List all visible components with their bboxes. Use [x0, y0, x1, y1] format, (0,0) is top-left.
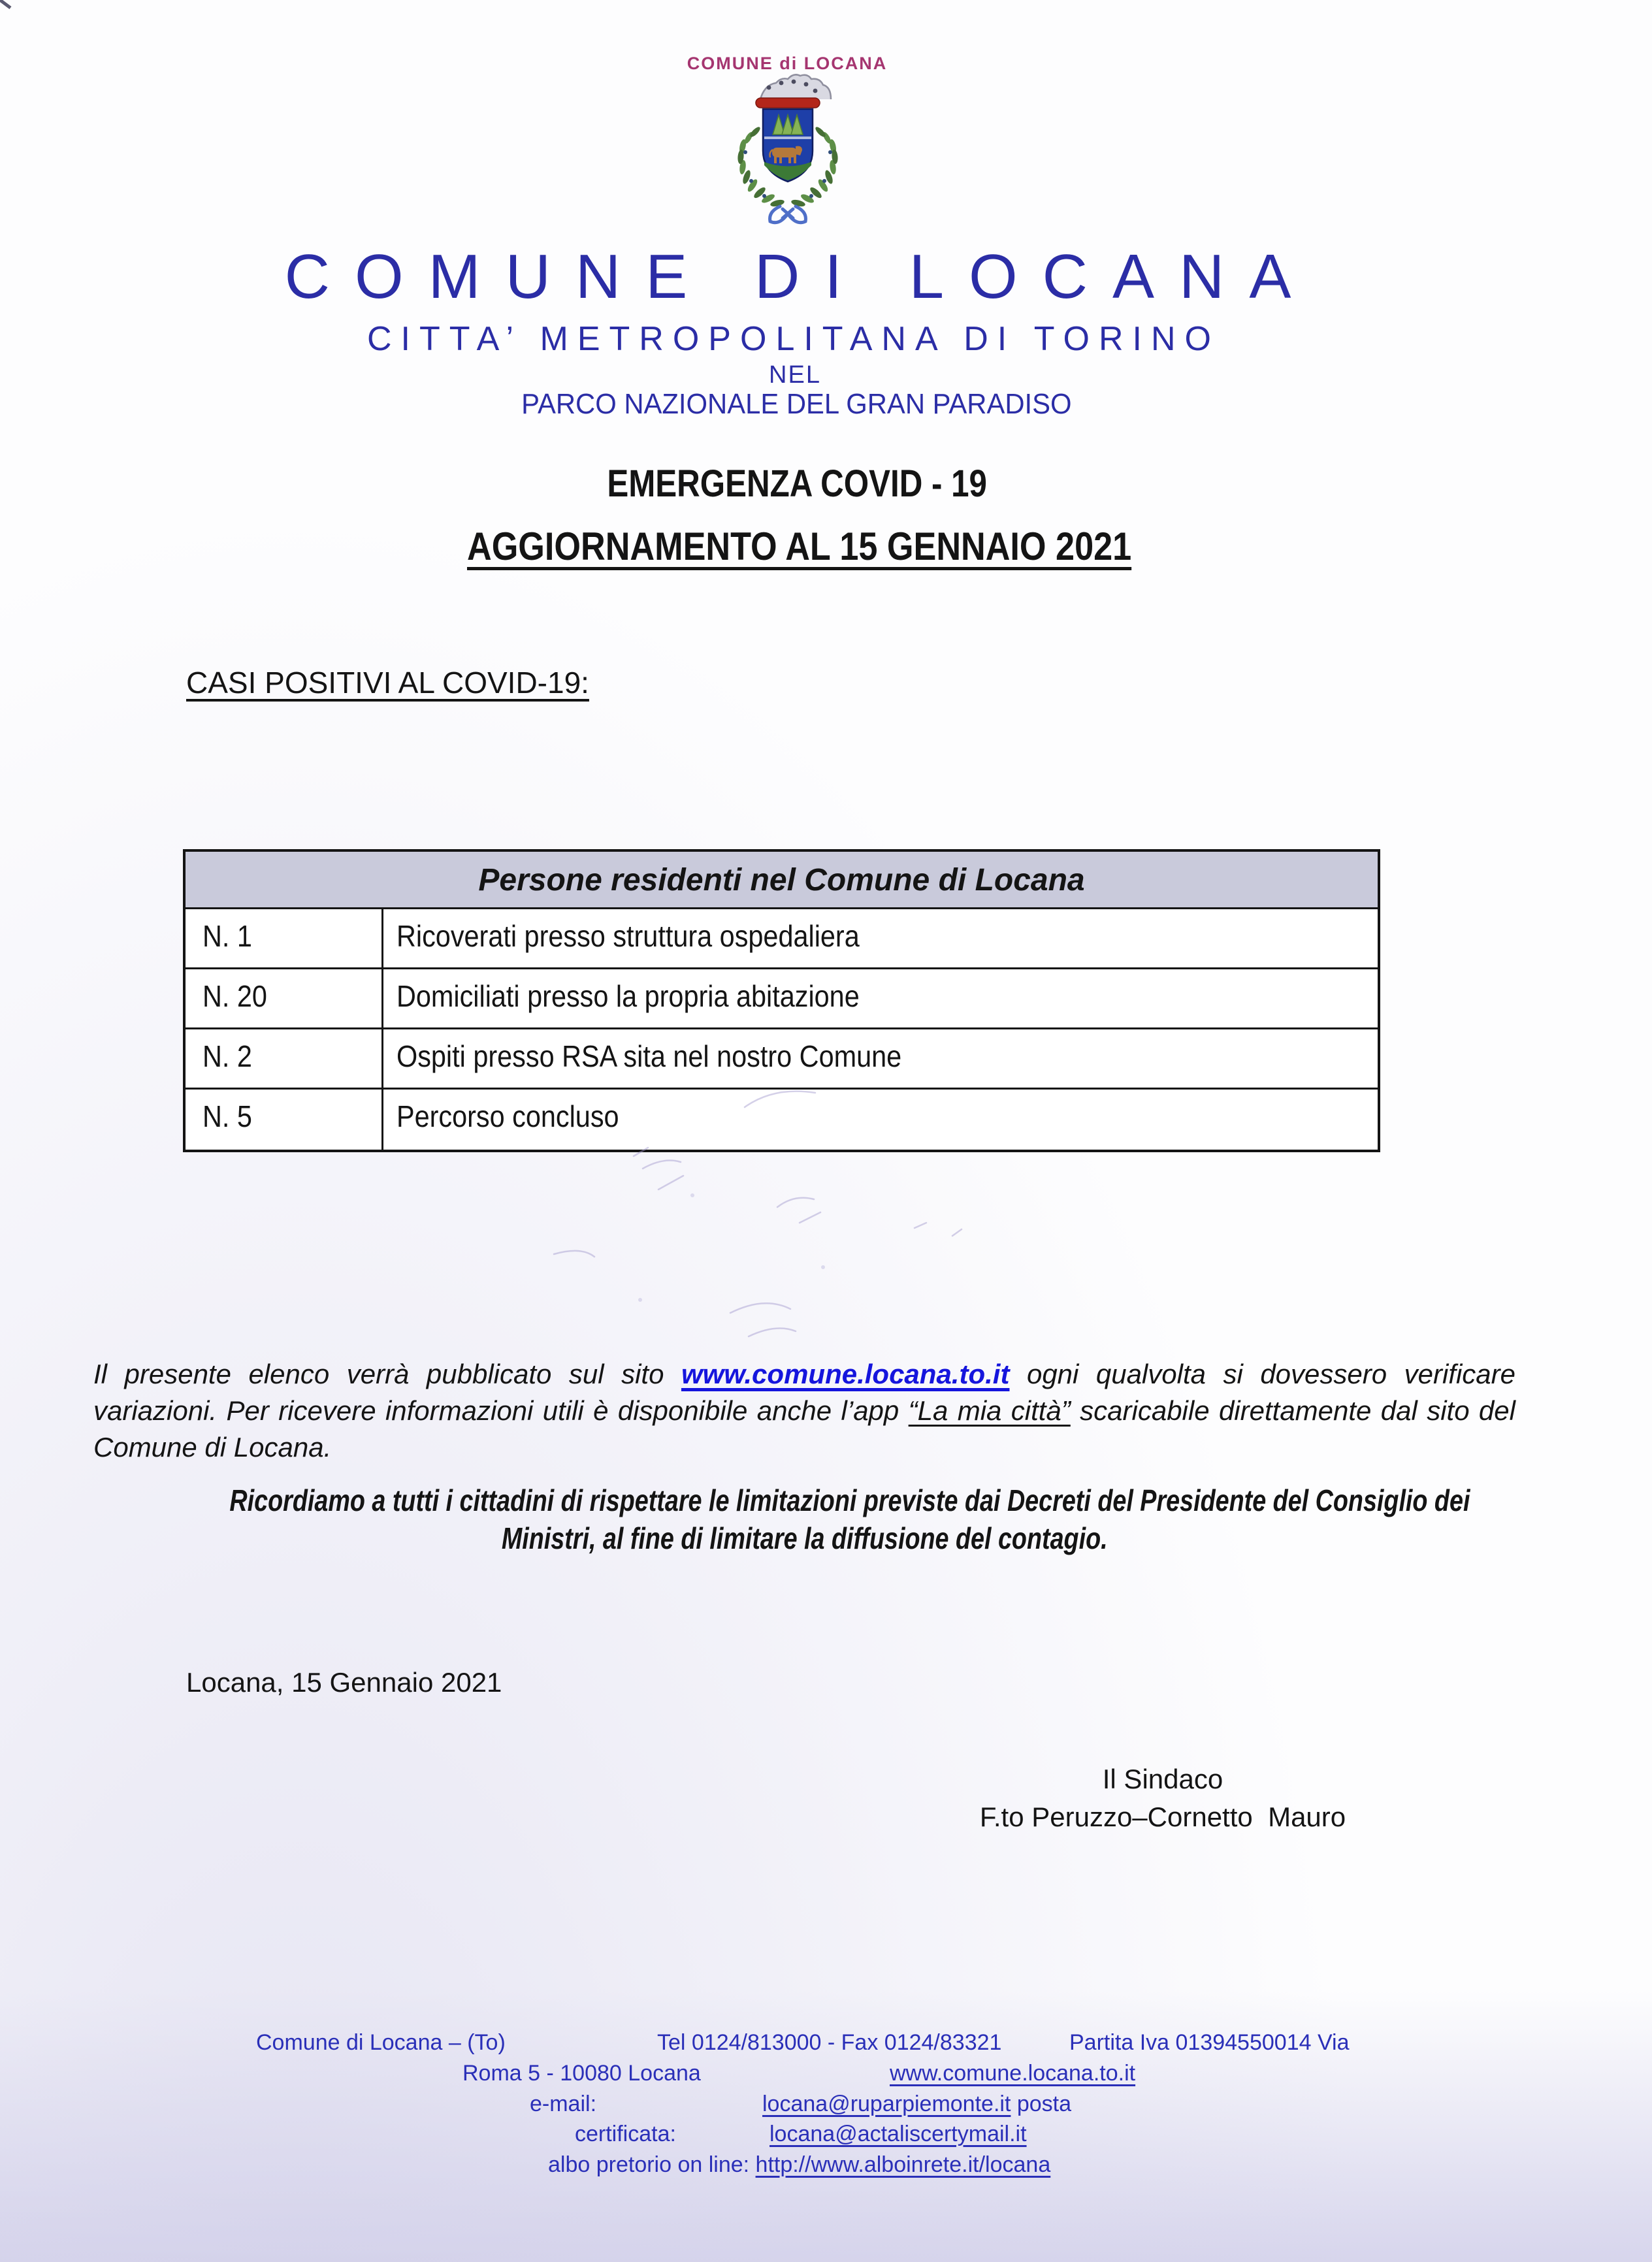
- heading-emergency: EMERGENZA COVID - 19: [607, 462, 987, 505]
- case-count-cell: N. 5: [186, 1090, 383, 1150]
- footer-albo: albo pretorio on line: http://www.alboinrete.it/locana: [548, 2152, 1051, 2177]
- case-description-cell: Ricoverati presso struttura ospedaliera: [397, 919, 860, 953]
- app-name: “La mia città”: [908, 1395, 1071, 1426]
- paragraph-line: variazioni. Per ricevere informazioni utili è disponibile anche l’app “La mia città” scaricabile direttamente dal sito del: [93, 1395, 1515, 1426]
- footer-org: Comune di Locana – (To): [256, 2030, 506, 2055]
- footer-tel-fax: Tel 0124/813000 - Fax 0124/83321: [657, 2030, 1002, 2055]
- case-description-cell: Ospiti presso RSA sita nel nostro Comune: [397, 1039, 902, 1073]
- footer-pec-link[interactable]: locana@actaliscertymail.it: [769, 2122, 1027, 2146]
- page-title: COMUNE DI LOCANA: [284, 242, 1316, 312]
- ribbon-icon: [770, 206, 806, 223]
- tree-icons: [773, 115, 803, 135]
- signature-name: F.to Peruzzo–Cornetto Mauro: [979, 1802, 1346, 1832]
- scan-corner-artifact: [0, 0, 13, 10]
- page-subtitle: CITTA’ METROPOLITANA DI TORINO: [366, 320, 1220, 358]
- heading-positive-cases: CASI POSITIVI AL COVID-19:: [186, 666, 589, 700]
- table-header: Persone residenti nel Comune di Locana: [186, 852, 1378, 909]
- case-count-cell: N. 20: [186, 969, 383, 1027]
- coat-of-arms-caption: COMUNE di LOCANA: [687, 54, 888, 73]
- shield-icon: [763, 109, 813, 182]
- case-description-cell: Percorso concluso: [397, 1099, 619, 1133]
- footer-email-label: e-mail:: [530, 2092, 597, 2116]
- table-row: [186, 969, 1378, 1029]
- pen-scribble-artifact: [327, 1039, 1012, 1378]
- footer-albo-link[interactable]: http://www.alboinrete.it/locana: [755, 2152, 1051, 2177]
- place-and-date: Locana, 15 Gennaio 2021: [186, 1667, 502, 1698]
- municipal-coat-of-arms: [705, 73, 869, 227]
- signature-role: Il Sindaco: [1102, 1764, 1223, 1794]
- footer-address: Roma 5 - 10080 Locana: [462, 2061, 701, 2086]
- table-row: [186, 909, 1378, 969]
- case-count-cell: N. 1: [186, 909, 383, 967]
- heading-update: AGGIORNAMENTO AL 15 GENNAIO 2021: [467, 525, 1132, 568]
- website-link[interactable]: www.comune.locana.to.it: [681, 1359, 1010, 1389]
- footer-email-link[interactable]: locana@ruparpiemonte.it: [762, 2092, 1011, 2116]
- reminder-paragraph: [93, 1481, 1515, 1557]
- paragraph-line: Comune di Locana.: [93, 1432, 332, 1462]
- page-subtitle-nel: NEL: [769, 361, 821, 389]
- publication-paragraph: [93, 1356, 1515, 1466]
- paragraph-line: Il presente elenco verrà pubblicato sul sito www.comune.locana.to.it ogni qualvolta si dovessero verificare: [93, 1359, 1515, 1389]
- park-label: PARCO NAZIONALE DEL GRAN PARADISO: [521, 388, 1072, 420]
- footer-pec-label: certificata:: [575, 2122, 676, 2146]
- paragraph-line: Ministri, al fine di limitare la diffusione del contagio.: [501, 1521, 1108, 1555]
- paragraph-line: Ricordiamo a tutti i cittadini di rispettare le limitazioni previste dai Decreti del Presidente del Consiglio dei: [229, 1483, 1470, 1517]
- case-count-cell: N. 2: [186, 1029, 383, 1088]
- footer-website-link[interactable]: www.comune.locana.to.it: [890, 2061, 1136, 2086]
- crown-icon: [756, 74, 831, 108]
- case-description-cell: Domiciliati presso la propria abitazione: [397, 979, 860, 1013]
- footer-piva: Partita Iva 01394550014 Via: [1069, 2030, 1350, 2055]
- page-subtitle-park: [0, 388, 1593, 421]
- footer-email: locana@ruparpiemonte.it posta: [762, 2092, 1072, 2116]
